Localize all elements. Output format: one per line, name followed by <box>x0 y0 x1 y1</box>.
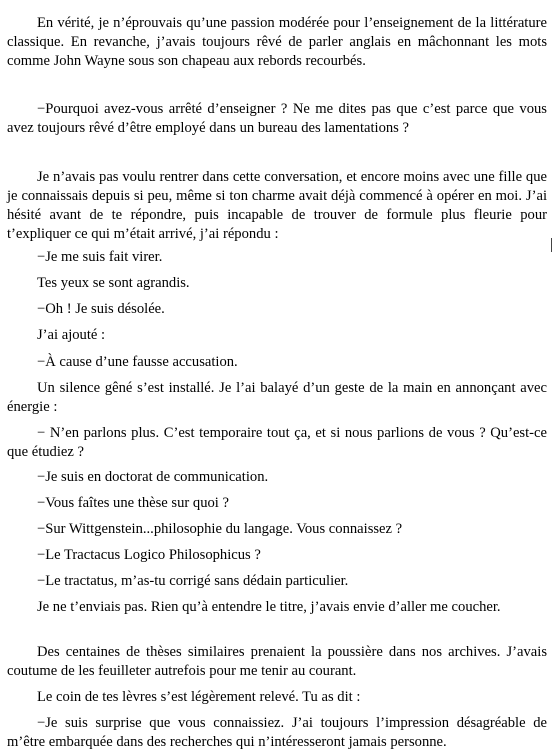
paragraph-14: −Le Tractacus Logico Philosophicus ? <box>37 547 261 563</box>
paragraph-18: Le coin de tes lèvres s’est légèrement relevé. Tu as dit : <box>37 689 361 705</box>
paragraph-7: J’ai ajouté : <box>37 327 106 343</box>
paragraph-6: −Oh ! Je suis désolée. <box>37 301 165 317</box>
paragraph-2: −Pourquoi avez-vous arrêté d’enseigner ? Ne me dites pas que c’est parce que vous avez toujours rêvé d’être employé dans un bureau des lamentations ? <box>7 101 547 136</box>
paragraph-3: Je n’avais pas voulu rentrer dans cette conversation, et encore moins avec une fille que je connaissais depuis si peu, même si ton charme avait déjà commencé à opérer en moi. J’ai hésité avant de te répondre, puis incapable de trouver de formule plus fleurie pour t’expliquer ce qui m’était arrivé, j’ai répondu : <box>7 169 547 242</box>
scroll-indicator <box>551 238 552 252</box>
paragraph-9: Un silence gêné s’est installé. Je l’ai balayé d’un geste de la main en annonçant avec énergie : <box>7 380 547 415</box>
paragraph-12: −Vous faîtes une thèse sur quoi ? <box>37 495 229 511</box>
paragraph-11: −Je suis en doctorat de communication. <box>37 469 269 485</box>
paragraph-15: −Le tractatus, m’as-tu corrigé sans dédain particulier. <box>37 573 349 589</box>
paragraph-17: Des centaines de thèses similaires prenaient la poussière dans nos archives. J’avais coutume de les feuilleter autrefois pour me tenir au courant. <box>7 644 547 679</box>
paragraph-8: −À cause d’une fausse accusation. <box>37 354 238 370</box>
paragraph-4: −Je me suis fait virer. <box>37 249 163 265</box>
paragraph-19: −Je suis surprise que vous connaissiez. J’ai toujours l’impression désagréable de m’être embarquée dans des recherches qui n’intéresseront jamais personne. <box>7 715 547 750</box>
paragraph-10: − N’en parlons plus. C’est temporaire tout ça, et si nous parlions de vous ? Qu’est-ce que étudiez ? <box>7 425 547 460</box>
paragraph-1: En vérité, je n’éprouvais qu’une passion modérée pour l’enseignement de la littérature classique. En revanche, j’avais toujours rêvé de parler anglais en mâchonnant les mots comme John Wayne sous son chapeau aux rebords recourbés. <box>7 15 547 69</box>
paragraph-5: Tes yeux se sont agrandis. <box>37 275 190 291</box>
paragraph-16: Je ne t’enviais pas. Rien qu’à entendre le titre, j’avais envie d’aller me coucher. <box>37 599 501 615</box>
paragraph-13: −Sur Wittgenstein...philosophie du langage. Vous connaissez ? <box>37 521 403 537</box>
